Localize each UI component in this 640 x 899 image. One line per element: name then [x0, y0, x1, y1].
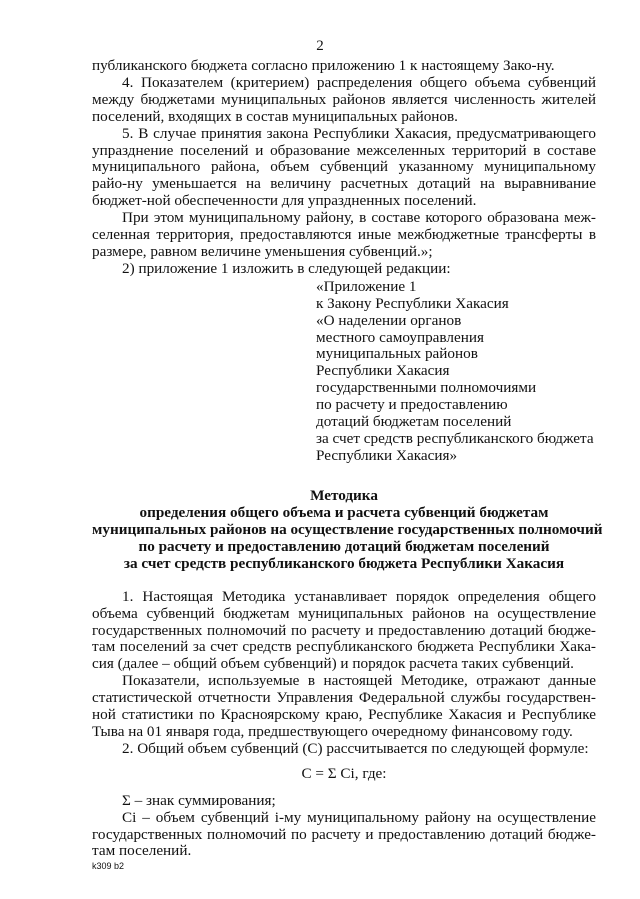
paragraph: 2. Общий объем субвенций (С) рассчитывается по следующей формуле:: [122, 739, 589, 757]
definition: Σ – знак суммирования;: [122, 791, 276, 809]
definition: Сi – объем субвенций i-му муниципальному району на осуществление государственных полномочий по расчету и предоставлению дотаций бюдже-там поселений.: [92, 808, 596, 860]
appendix-line: «О наделении органов: [316, 311, 462, 329]
appendix-line: местного самоуправления: [316, 328, 484, 346]
title-line: муниципальных районов на осуществление государственных полномочий: [92, 520, 603, 538]
formula: С = Σ Сi, где:: [301, 764, 387, 782]
footer-code: k309 b2: [92, 861, 125, 871]
title-line: по расчету и предоставлению дотаций бюджетам поселений: [138, 537, 550, 555]
document-body: [92, 57, 603, 860]
appendix-line: за счет средств республиканского бюджета: [316, 429, 594, 447]
appendix-line: государственными полномочиями: [316, 379, 537, 397]
appendix-line: по расчету и предоставлению: [316, 396, 508, 414]
appendix-line: к Закону Республики Хакасия: [316, 294, 509, 312]
title-line: Методика: [310, 486, 378, 504]
methodology-title: [92, 486, 603, 572]
title-line: определения общего объема и расчета субвенций бюджетам: [139, 503, 549, 521]
paragraph: 1. Настоящая Методика устанавливает порядок определения общего объема субвенций бюджетам муниципальных районов на осуществление государственных полномочий по расчету и предоставлению дотаций бюдже-там поселений за счет средств республиканского бюджета Республики Хака-сия (далее – общий объем субвенций) и порядок расчета таких субвенций.: [92, 587, 596, 673]
appendix-line: дотаций бюджетам поселений: [316, 413, 512, 431]
appendix-line: Республики Хакасия»: [316, 446, 458, 464]
appendix-line: Республики Хакасия: [316, 362, 450, 380]
paragraph: При этом муниципальному району, в составе которого образована меж-селенная территория, предоставляются иные межбюджетные трансферты в размере, равном величине уменьшения субвенций.»;: [92, 209, 596, 260]
page-number: 2: [316, 38, 324, 54]
paragraph: Показатели, используемые в настоящей Методике, отражают данные статистической отчетности Управления Федеральной службы государствен-ной статистики по Красноярскому краю, Республике Хакасия и Республике Тыва на 01 января года, предшествующего очередному финансовому году.: [92, 672, 596, 740]
appendix-heading-block: [316, 279, 596, 465]
appendix-line: «Приложение 1: [316, 277, 417, 295]
title-line: за счет средств республиканского бюджета Республики Хакасия: [123, 554, 565, 572]
paragraph: публиканского бюджета согласно приложению 1 к настоящему Зако-ну.: [92, 57, 555, 74]
appendix-line: муниципальных районов: [316, 345, 478, 363]
paragraph: 2) приложение 1 изложить в следующей редакции:: [122, 259, 451, 277]
paragraph: 5. В случае принятия закона Республики Хакасия, предусматривающего упразднение поселений и образование межселенных территорий в составе муниципального района, объем субвенций указанному муниципальному райо-ну уменьшается на величину расчетных дотаций на выравнивание бюджет-ной обеспеченности для упраздненных поселений.: [92, 124, 596, 210]
paragraph: 4. Показателем (критерием) распределения общего объема субвенций между бюджетами муниципальных районов является численность жителей поселений, входящих в состав муниципальных районов.: [92, 73, 596, 125]
